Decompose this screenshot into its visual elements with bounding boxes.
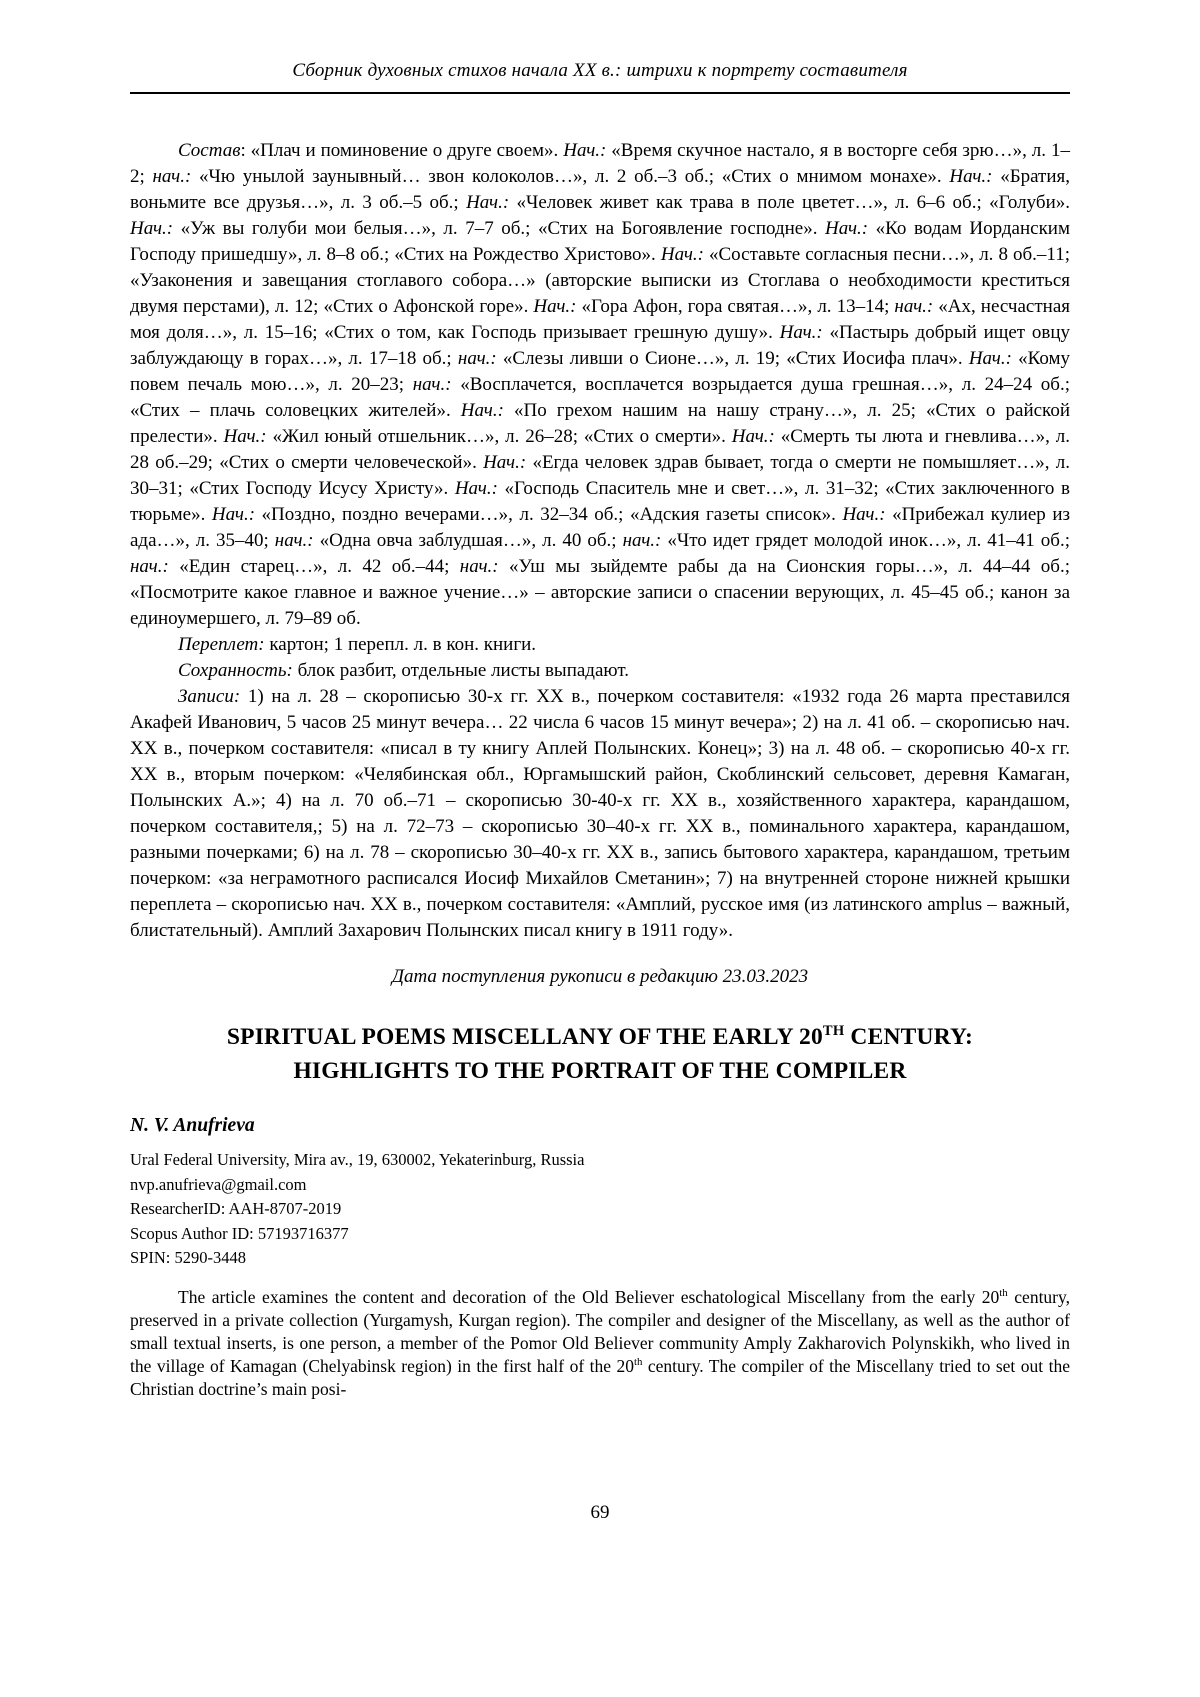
author-affiliation-block <box>130 1148 1070 1271</box>
spin-code: SPIN: 5290-3448 <box>130 1248 246 1267</box>
author-name: N. V. Anufrieva <box>130 1115 255 1136</box>
submission-date-note: Дата поступления рукописи в редакцию 23.03.2023 <box>391 966 809 987</box>
paragraph-pereplet: Переплет: картон; 1 перепл. л. в кон. книги. <box>178 634 537 655</box>
page-content <box>130 0 1070 1402</box>
paragraph-sokhrannost: Сохранность: блок разбит, отдельные листы выпадают. <box>178 660 629 681</box>
running-head: Сборник духовных стихов начала XX в.: штрихи к портрету составителя <box>130 59 1070 94</box>
author-email: nvp.anufrieva@gmail.com <box>130 1174 307 1194</box>
abstract-paragraph: The article examines the content and decoration of the Old Believer eschatological Miscellany from the early 20th century, preserved in a private collection (Yurgamysh, Kurgan region). The compiler and designer of the Miscellany, as well as the author of small textual inserts, is one person, a member of the Pomor Old Believer community Amply Zakharovich Polynskikh, who lived in the village of Kamagan (Chelyabinsk region) in the first half of the 20th century. The compiler of the Miscellany tried to set out the Christian doctrine’s main posi- <box>130 1286 1070 1400</box>
researcher-id: ResearcherID: AAH-8707-2019 <box>130 1199 342 1218</box>
russian-description-section <box>130 138 1070 944</box>
paragraph-zapisi: Записи: 1) на л. 28 – скорописью 30-х гг. XX в., почерком составителя: «1932 года 26 марта преставился Акафей Иванович, 5 часов 25 минут вечера… 22 числа 6 часов 15 минут вечера»; 2) на л. 41 об. – скорописью нач. XX в., почерком составителя: «писал в ту книгу Аплей Полынских. Конец»; 3) на л. 48 об. – скорописью 40-х гг. XX в., вторым почерком: «Челябинская обл., Юргамышский район, Скоблинский сельсовет, деревня Камаган, Полынских А.»; 4) на л. 70 об.–71 – скорописью 30-40-х гг. XX в., хозяйственного характера, карандашом, почерком составителя,; 5) на л. 72–73 – скорописью 30–40-х гг. XX в., поминального характера, карандашом, разными почерками; 6) на л. 78 – скорописью 30–40-х гг. XX в., запись бытового характера, карандашом, третьим почерком: «за неграмотного расписался Иосиф Михайлов Сметанин»; 7) на внутренней стороне нижней крышки переплета – скорописью нач. XX в., почерком составителя: «Амплий, русское имя (из латинского amplus – важный, блистательный). Амплий Захарович Полынских писал книгу в 1911 году». <box>130 686 1070 941</box>
affiliation-line: Ural Federal University, Mira av., 19, 630002, Yekaterinburg, Russia <box>130 1150 585 1169</box>
scopus-author-id: Scopus Author ID: 57193716377 <box>130 1223 349 1243</box>
paragraph-sostav: Состав: «Плач и поминовение о друге своем». Нач.: «Время скучное настало, я в восторге себя зрю…», л. 1–2; нач.: «Чю унылой заунывный… звон колоколов…», л. 2 об.–3 об.; «Стих о мнимом монахе». Нач.: «Братия, воньмите все друзья…», л. 3 об.–5 об.; Нач.: «Человек живет как трава в поле цветет…», л. 6–6 об.; «Голуби». Нач.: «Уж вы голуби мои белыя…», л. 7–7 об.; «Стих на Богоявление господне». Нач.: «Ко водам Иорданским Господу пришедшу», л. 8–8 об.; «Стих на Рождество Христово». Нач.: «Составьте согласныя песни…», л. 8 об.–11; «Узаконения и завещания стоглавого собора…» (авторские выписки из Стоглава о необходимости креститься двумя перстами), л. 12; «Стих о Афонской горе». Нач.: «Гора Афон, гора святая…», л. 13–14; нач.: «Ах, несчастная моя доля…», л. 15–16; «Стих о том, как Господь призывает грешную душу». Нач.: «Пастырь добрый ищет овцу заблуждающу в горах…», л. 17–18 об.; нач.: «Слезы ливши о Сионе…», л. 19; «Стих Иосифа плач». Нач.: «Кому повем печаль мою…», л. 20–23; нач.: «Восплачется, восплачется возрыдается душа грешная…», л. 24–24 об.; «Стих – плачь соловецких жителей». Нач.: «По грехом нашим на нашу страну…», л. 25; «Стих о райской прелести». Нач.: «Жил юный отшельник…», л. 26–28; «Стих о смерти». Нач.: «Смерть ты люта и гневлива…», л. 28 об.–29; «Стих о смерти человеческой». Нач.: «Егда человек здрав бывает, тогда о смерти не помышляет…», л. 30–31; «Стих Господу Исусу Христу». Нач.: «Господь Спаситель мне и свет…», л. 31–32; «Стих заключенного в тюрьме». Нач.: «Поздно, поздно вечерами…», л. 32–34 об.; «Адския газеты список». Нач.: «Прибежал кулиер из ада…», л. 35–40; нач.: «Одна овча заблудшая…», л. 40 об.; нач.: «Что идет грядет молодой инок…», л. 41–41 об.; нач.: «Един старец…», л. 42 об.–44; нач.: «Уш мы зыйдемте рабы да на Сионския горы…», л. 44–44 об.; «Посмотрите какое главное и важное учение…» – авторские записи о спасении верующих, л. 45–45 об.; канон за единоумершего, л. 79–89 об. <box>130 140 1071 629</box>
page-number: 69 <box>590 1502 610 1523</box>
article-title-english: SPIRITUAL POEMS MISCELLANY OF THE EARLY 20TH CENTURY: HIGHLIGHTS TO THE PORTRAIT OF THE COMPILER <box>226 1023 974 1084</box>
